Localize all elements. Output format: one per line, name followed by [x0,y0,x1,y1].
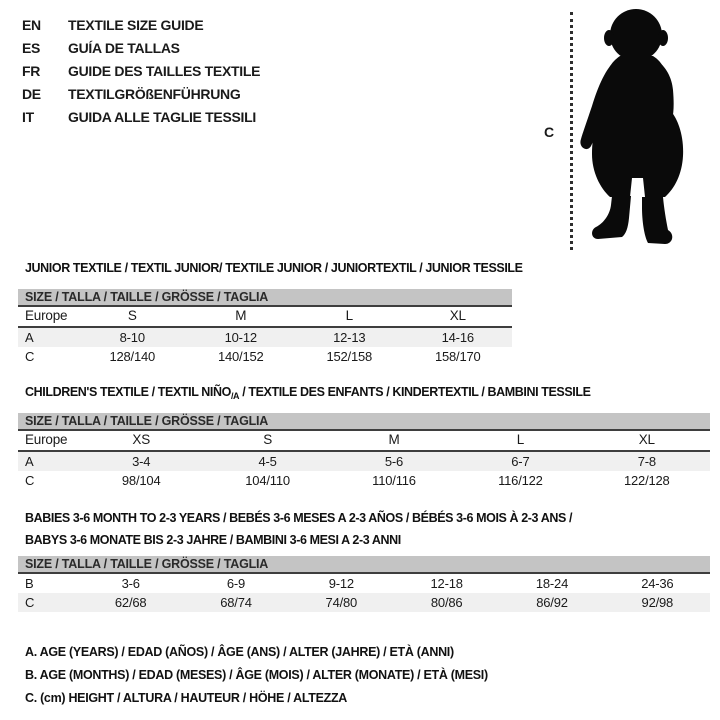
row-label: C [25,595,35,610]
junior-section-title: JUNIOR TEXTILE / TEXTIL JUNIOR/ TEXTILE JUNIOR / JUNIORTEXTIL / JUNIOR TESSILE [25,261,523,275]
language-row-de [22,82,260,105]
table-cell: 104/110 [245,473,290,488]
column-header: XL [449,308,466,323]
column-header: M [235,308,247,323]
column-header: XS [132,432,150,447]
table-cell: 74/80 [325,595,358,610]
table-row-age [18,452,710,471]
height-marker-label: C [544,124,555,140]
babies-title-line2: BABYS 3-6 MONATE BIS 2-3 JAHRE / BAMBINI 3-6 MESI A 2-3 ANNI [25,533,401,547]
table-cell: 98/104 [121,473,161,488]
babies-size-table [18,556,710,612]
language-title-list [22,13,260,128]
table-cell: 116/122 [498,473,543,488]
column-header: L [345,308,353,323]
size-header-bar: SIZE / TALLA / TAILLE / GRÖSSE / TAGLIA [18,289,512,307]
row-label: A [25,454,34,469]
table-row-height [18,471,710,490]
table-cell: 14-16 [441,330,474,345]
size-header-bar: SIZE / TALLA / TAILLE / GRÖSSE / TAGLIA [18,413,710,431]
footnote-b: B. AGE (MONTHS) / EDAD (MESES) / ÂGE (MOIS) / ALTER (MONATE) / ETÀ (MESI) [25,668,488,682]
column-header: S [127,308,137,323]
table-cell: 24-36 [641,576,674,591]
table-cell: 3-6 [121,576,140,591]
row-label: C [25,473,35,488]
language-label: TEXTILGRÖßENFÜHRUNG [68,85,241,102]
junior-size-table [18,289,512,366]
language-row-es [22,36,260,59]
table-cell: 18-24 [535,576,569,591]
table-cell: 68/74 [220,595,252,610]
language-label: TEXTILE SIZE GUIDE [68,16,204,33]
table-cell: 92/98 [641,595,674,610]
table-cell: 128/140 [109,349,156,364]
row-label: A [25,330,34,345]
language-label: GUIDE DES TAILLES TEXTILE [68,62,261,79]
language-code: DE [22,85,41,102]
language-row-it [22,105,260,128]
column-header: XL [638,432,655,447]
table-cell: 86/92 [536,595,568,610]
language-row-en [22,13,260,36]
table-cell: 9-12 [328,576,354,591]
children-title-sub: /A [230,391,240,401]
table-cell: 122/128 [624,473,670,488]
legend-footnotes [25,641,488,710]
language-label: GUÍA DE TALLAS [68,39,180,56]
column-header: S [263,432,272,447]
table-cell: 5-6 [384,454,404,469]
language-code: ES [22,39,41,56]
table-cell: 4-5 [258,454,277,469]
table-cell: 152/158 [326,349,373,364]
table-cell: 8-10 [119,330,145,345]
table-row-age-months [18,574,710,593]
language-code: IT [22,108,34,125]
row-label: C [25,349,35,364]
height-dotted-line [570,12,573,250]
table-cell: 3-4 [132,454,151,469]
column-header: M [388,432,400,447]
table-cell: 62/68 [114,595,147,610]
table-header-row [18,431,710,452]
table-cell: 158/170 [434,349,481,364]
children-title-pre: CHILDREN'S TEXTILE / TEXTIL NIÑO [25,385,231,399]
table-cell: 12-13 [333,330,366,345]
babies-title-line1: BABIES 3-6 MONTH TO 2-3 YEARS / BEBÉS 3-6 MESES A 2-3 AÑOS / BÉBÉS 3-6 MOIS À 2-3 ANS / [25,511,573,525]
column-header: Europe [25,432,68,447]
table-cell: 10-12 [224,330,257,345]
toddler-silhouette-icon [576,8,708,252]
table-row-height [18,347,512,366]
footnote-c: C. (cm) HEIGHT / ALTURA / HAUTEUR / HÖHE / ALTEZZA [25,691,348,705]
row-label: B [25,576,34,591]
table-row-height [18,593,710,612]
table-cell: 6-7 [511,454,530,469]
column-header: Europe [25,308,68,323]
footnote-a: A. AGE (YEARS) / EDAD (AÑOS) / ÂGE (ANS) / ALTER (JAHRE) / ETÀ (ANNI) [25,645,454,659]
table-cell: 12-18 [430,576,463,591]
language-row-fr [22,59,260,82]
table-row-age [18,328,512,347]
babies-section-title [25,507,572,551]
children-size-table [18,413,710,490]
column-header: L [516,432,525,447]
children-section-title [25,385,591,401]
table-cell: 140/152 [217,349,264,364]
language-code: EN [22,16,41,33]
table-header-row [18,307,512,328]
table-cell: 6-9 [226,576,246,591]
size-header-bar: SIZE / TALLA / TAILLE / GRÖSSE / TAGLIA [18,556,710,574]
table-cell: 80/86 [430,595,463,610]
language-label: GUIDA ALLE TAGLIE TESSILI [68,108,256,125]
height-figure [540,8,712,256]
table-cell: 110/116 [372,473,416,488]
language-code: FR [22,62,41,79]
children-title-post: / TEXTILE DES ENFANTS / KINDERTEXTIL / BAMBINI TESSILE [239,385,591,399]
table-cell: 7-8 [637,454,656,469]
